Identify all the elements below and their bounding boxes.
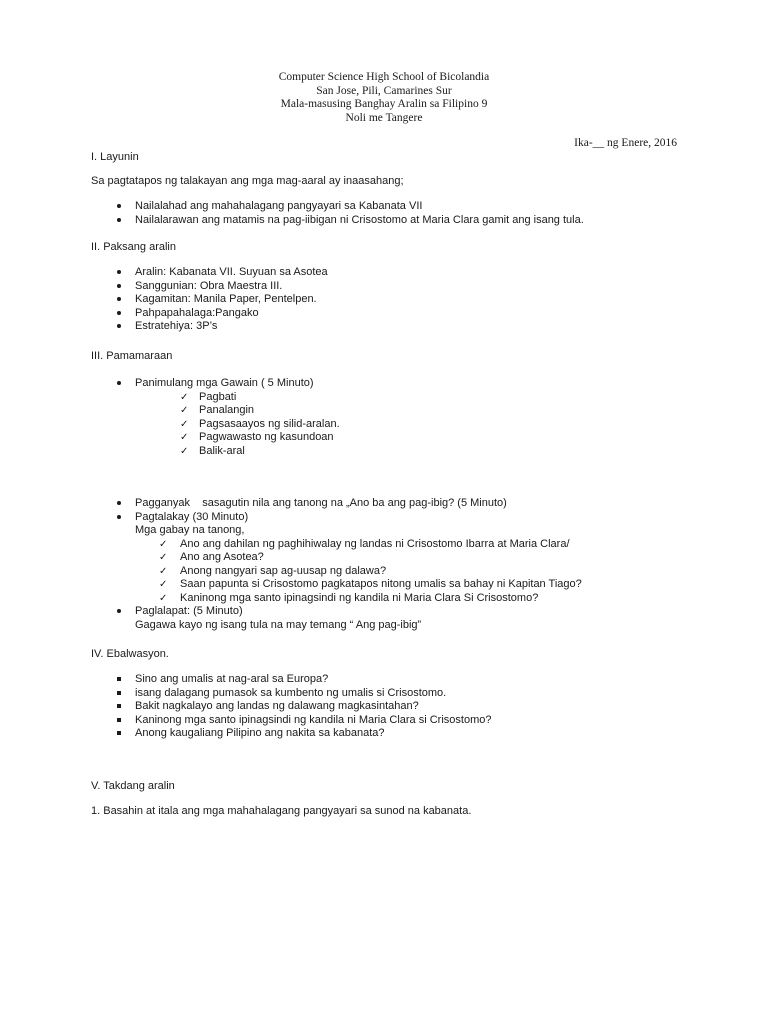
bullet-icon bbox=[114, 293, 124, 307]
list-item: Nailalarawan ang matamis na pag-iibigan ni Crisostomo at Maria Clara gamit ang isang tula. bbox=[91, 214, 584, 228]
square-bullet-icon bbox=[114, 673, 124, 687]
checkmark-icon: ✓ bbox=[180, 432, 189, 443]
square-bullet-icon bbox=[114, 714, 124, 728]
bullet-icon bbox=[114, 214, 124, 228]
checklist-item: ✓ Anong nangyari sap ag-uusap ng dalawa? bbox=[159, 564, 387, 577]
list-item: Bakit nagkalayo ang landas ng dalawang magkasintahan? bbox=[91, 700, 491, 714]
bullet-icon bbox=[114, 511, 124, 525]
list-item: Sanggunian: Obra Maestra III. bbox=[91, 280, 328, 294]
checkmark-icon: ✓ bbox=[159, 538, 168, 550]
checkmark-icon: ✓ bbox=[159, 579, 168, 590]
list-item: isang dalagang pumasok sa kumbento ng umalis si Crisostomo. bbox=[91, 687, 491, 701]
checklist-item: ✓ Saan papunta si Crisostomo pagkatapos nitong umalis sa bahay ni Kapitan Tiago? bbox=[159, 578, 582, 590]
checklist-item: ✓ Pagbati bbox=[180, 390, 237, 403]
square-bullet-icon bbox=[114, 700, 124, 714]
section-heading-ebalwasyon: IV. Ebalwasyon. bbox=[91, 648, 169, 660]
list-item: Aralin: Kabanata VII. Suyuan sa Asotea bbox=[91, 266, 328, 280]
list-item: Paglalapat: (5 Minuto) Gagawa kayo ng isang tula na may temang “ Ang pag-ibig” bbox=[91, 605, 582, 632]
list-item: Anong kaugaliang Pilipino ang nakita sa kabanata? bbox=[91, 727, 491, 741]
bullet-icon bbox=[114, 266, 124, 280]
list-item: Kagamitan: Manila Paper, Pentelpen. bbox=[91, 293, 328, 307]
evaluation-list bbox=[91, 673, 491, 741]
checklist-item: ✓ Panalangin bbox=[180, 404, 255, 416]
lesson-plan-title: Mala-masusing Banghay Aralin sa Filipino 9 bbox=[280, 98, 488, 110]
checklist-item: ✓ Ano ang Asotea? bbox=[159, 551, 264, 563]
checkmark-icon: ✓ bbox=[180, 391, 189, 403]
checkmark-icon: ✓ bbox=[159, 552, 168, 563]
guide-questions-label: Mga gabay na tanong, bbox=[135, 524, 245, 536]
list-item: Sino ang umalis at nag-aral sa Europa? bbox=[91, 673, 491, 687]
bullet-icon bbox=[114, 497, 124, 511]
checkmark-icon: ✓ bbox=[180, 445, 189, 457]
section-heading-takdang-aralin: V. Takdang aralin bbox=[91, 780, 175, 792]
assignment-item: 1. Basahin at itala ang mga mahahalagang pangyayari sa sunod na kabanata. bbox=[91, 805, 472, 817]
list-item: Panimulang mga Gawain ( 5 Minuto) ✓ Pagbati ✓ Panalangin ✓ Pagsasaayos ng silid-aralan. ✓ Pagwawasto ng kasundoan ✓ Balik-aral bbox=[91, 377, 340, 458]
checkmark-icon: ✓ bbox=[159, 565, 168, 577]
list-item: Nailalahad ang mahahalagang pangyayari sa Kabanata VII bbox=[91, 200, 584, 214]
section-heading-pamamaraan: III. Pamamaraan bbox=[91, 350, 173, 362]
checklist-item: ✓ Ano ang dahilan ng paghihiwalay ng landas ni Crisostomo Ibarra at Maria Clara/ bbox=[159, 537, 570, 550]
list-item: Estratehiya: 3P’s bbox=[91, 320, 328, 334]
document-date: Ika-__ ng Enere, 2016 bbox=[574, 137, 677, 149]
bullet-icon bbox=[114, 320, 124, 334]
school-address: San Jose, Pili, Camarines Sur bbox=[316, 84, 452, 97]
procedure-main-list bbox=[91, 497, 582, 632]
section-heading-paksang-aralin: II. Paksang aralin bbox=[91, 241, 176, 253]
document-header bbox=[0, 71, 768, 125]
bullet-icon bbox=[114, 605, 124, 619]
list-item: Pagtalakay (30 Minuto) Mga gabay na tanong, ✓ Ano ang dahilan ng paghihiwalay ng landas ni Crisostomo Ibarra at Maria Clara/ ✓ Ano ang Asotea? ✓ Anong nangyari sap ag-uusap ng dalawa? ✓ Saan papunta si Crisostomo pagkatapos nitong umalis sa bahay ni Kapitan Tiago? ✓ Kaninong mga santo ipinagsindi ng kandila ni Maria Clara Si Crisostomo? bbox=[91, 511, 582, 606]
school-name: Computer Science High School of Bicolandia bbox=[278, 71, 490, 83]
checklist-item: ✓ Pagsasaayos ng silid-aralan. bbox=[180, 417, 340, 430]
checklist-item: ✓ Kaninong mga santo ipinagsindi ng kandila ni Maria Clara Si Crisostomo? bbox=[159, 591, 539, 604]
section-heading-layunin: I. Layunin bbox=[91, 151, 139, 163]
checkmark-icon: ✓ bbox=[180, 405, 189, 416]
bullet-icon bbox=[114, 377, 124, 391]
bullet-icon bbox=[114, 200, 124, 214]
application-task: Gagawa kayo ng isang tula na may temang “ Ang pag-ibig” bbox=[135, 618, 422, 631]
list-item: Pagganyak sasagutin nila ang tanong na „Ano ba ang pag-ibig? (5 Minuto) bbox=[91, 497, 582, 511]
square-bullet-icon bbox=[114, 687, 124, 701]
square-bullet-icon bbox=[114, 727, 124, 741]
bullet-icon bbox=[114, 280, 124, 294]
checkmark-icon: ✓ bbox=[159, 592, 168, 604]
guide-questions-list bbox=[159, 538, 582, 606]
novel-title: Noli me Tangere bbox=[345, 111, 423, 124]
objectives-list bbox=[91, 200, 584, 227]
list-item: Pahpapahalaga:Pangako bbox=[91, 307, 328, 321]
checkmark-icon: ✓ bbox=[180, 418, 189, 430]
checklist-item: ✓ Pagwawasto ng kasundoan bbox=[180, 431, 334, 443]
preliminary-activities-list bbox=[180, 391, 340, 459]
list-item: Kaninong mga santo ipinagsindi ng kandila ni Maria Clara si Crisostomo? bbox=[91, 714, 491, 728]
objectives-intro: Sa pagtatapos ng talakayan ang mga mag-aaral ay inaasahang; bbox=[91, 175, 404, 187]
procedure-intro-list bbox=[91, 377, 340, 458]
checklist-item: ✓ Balik-aral bbox=[180, 444, 245, 457]
subject-matter-list bbox=[91, 266, 328, 334]
bullet-icon bbox=[114, 307, 124, 321]
